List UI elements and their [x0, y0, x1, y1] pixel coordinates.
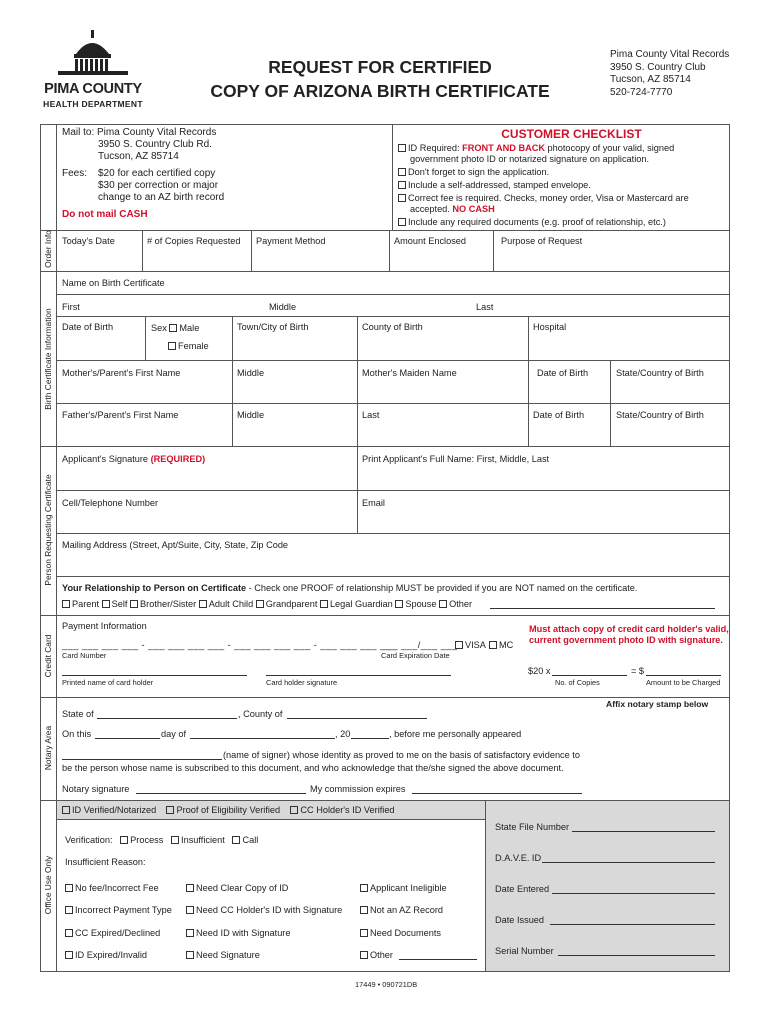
form-title-line2: COPY OF ARIZONA BIRTH CERTIFICATE — [210, 81, 550, 101]
checkbox[interactable] — [489, 641, 497, 649]
customer-checklist — [392, 124, 730, 230]
checkbox[interactable] — [186, 929, 194, 937]
print-name-field[interactable]: Print Applicant's Full Name: First, Middle, Last — [362, 454, 550, 464]
holder-signature-label: Card holder signature — [266, 678, 338, 687]
text: Include a self-addressed, stamped envelope. — [408, 180, 591, 190]
form-title-line1: REQUEST FOR CERTIFIED — [268, 57, 492, 77]
name-of-signer-input[interactable] — [62, 759, 222, 760]
checkbox[interactable] — [360, 929, 368, 937]
office-address — [610, 49, 729, 99]
name-of-signer-text: (name of signer) whose identity as proved to me on the basis of satisfactory evidence to — [223, 750, 580, 760]
state-of-input[interactable] — [97, 718, 237, 719]
be-person-text: be the person whose name is subscribed to this document, and who acknowledge that the/she signed the above document. — [62, 763, 564, 773]
must-attach-1: Must attach copy of credit card holder's valid, — [529, 624, 729, 634]
checklist-item — [398, 193, 730, 204]
checkbox[interactable] — [398, 218, 406, 226]
insufficient-option[interactable] — [171, 835, 225, 845]
relationship-options — [62, 599, 472, 610]
office-col3-item[interactable] — [360, 928, 441, 939]
checkbox[interactable] — [186, 884, 194, 892]
checkbox[interactable] — [360, 884, 368, 892]
phone-field[interactable]: Cell/Telephone Number — [62, 498, 159, 508]
printed-name-label: Printed name of card holder — [62, 678, 154, 687]
section-label-person: Person Requesting Certificate — [43, 474, 53, 586]
father-dob-field[interactable]: Date of Birth — [533, 410, 585, 420]
address-line: 520-724-7770 — [610, 86, 673, 98]
checkbox[interactable] — [398, 181, 406, 189]
checkbox[interactable] — [168, 342, 176, 350]
process-option[interactable] — [120, 835, 163, 845]
text: VISA — [465, 640, 486, 650]
text: photocopy of your valid, signed — [545, 143, 675, 153]
applicant-signature-field[interactable] — [62, 454, 205, 465]
checklist-item — [398, 180, 730, 191]
text: Not an AZ Record — [370, 905, 444, 915]
text: (REQUIRED) — [150, 454, 206, 464]
address-line: Tucson, AZ 85714 — [610, 74, 691, 85]
text: Process — [130, 835, 164, 845]
mother-first-field[interactable]: Mother's/Parent's First Name — [62, 368, 181, 378]
serial-number-label: Serial Number — [495, 946, 554, 956]
form-code: 17449 • 090721DB — [355, 980, 418, 989]
county-of-birth-field[interactable]: County of Birth — [362, 322, 423, 332]
text: Applicant Ineligible — [370, 883, 447, 893]
card-number-input[interactable]: ___ ___ ___ ___ - ___ ___ ___ ___ - ___ ___ ___ ___ - ___ ___ ___ ___ — [62, 640, 397, 650]
checkbox[interactable] — [360, 951, 368, 959]
cc-holder-id-option[interactable] — [290, 805, 394, 815]
address-line: 3950 S. Country Club — [610, 61, 706, 73]
office-col1-item[interactable] — [65, 928, 160, 939]
mother-state-field[interactable]: State/Country of Birth — [616, 368, 704, 378]
checkbox[interactable] — [65, 951, 73, 959]
checklist-item — [398, 217, 730, 228]
text: Insufficient — [181, 835, 225, 845]
text: NO CASH — [452, 204, 495, 214]
no-copies-label: No. of Copies — [555, 678, 600, 687]
relationship-adult-child[interactable] — [199, 599, 253, 609]
father-middle-field[interactable]: Middle — [237, 410, 265, 420]
call-option[interactable] — [232, 835, 258, 845]
text: Proof of Eligibility Verified — [176, 805, 281, 815]
checkbox[interactable] — [62, 600, 70, 608]
notary-signature-input[interactable] — [136, 793, 306, 794]
sex-female-option[interactable] — [168, 341, 209, 352]
first-name-field[interactable]: First — [62, 302, 80, 312]
county-of-input[interactable] — [287, 718, 427, 719]
text: Spouse — [405, 599, 437, 609]
copies-requested-field[interactable]: # of Copies Requested — [147, 236, 241, 246]
name-on-certificate-label: Name on Birth Certificate — [62, 278, 165, 288]
checkbox[interactable] — [65, 929, 73, 937]
checkbox[interactable] — [166, 806, 174, 814]
text: ID Required: — [408, 143, 463, 153]
checkbox[interactable] — [120, 836, 128, 844]
date-issued-label: Date Issued — [495, 915, 545, 925]
checkbox[interactable] — [395, 600, 403, 608]
capitol-dome-icon — [38, 28, 148, 76]
amount-enclosed-field[interactable]: Amount Enclosed — [394, 236, 467, 246]
text: Other — [370, 950, 393, 960]
text: Legal Guardian — [329, 599, 393, 609]
checkbox[interactable] — [102, 600, 110, 608]
card-expiration-input[interactable]: ___ ___/___ ___ — [381, 640, 458, 650]
relationship-grandparent[interactable] — [256, 599, 318, 609]
checkbox[interactable] — [360, 906, 368, 914]
card-number-label: Card Number — [62, 651, 107, 660]
text: No fee/Incorrect Fee — [75, 883, 159, 893]
relationship-self[interactable] — [102, 599, 128, 609]
date-of-birth-field[interactable]: Date of Birth — [62, 322, 114, 332]
pima-county-logo — [38, 28, 148, 109]
verification-row — [65, 835, 258, 846]
office-col1-item[interactable] — [65, 950, 147, 961]
text: - Check one PROOF of relationship MUST be provided if you are NOT named on the certificate. — [246, 583, 638, 593]
amount-charged-input[interactable] — [646, 675, 721, 676]
county-of-label: , County of — [238, 709, 283, 719]
office-col1-item[interactable] — [65, 905, 172, 916]
mailing-address-field[interactable]: Mailing Address (Street, Apt/Suite, City, State, Zip Code — [62, 540, 289, 550]
text: Grandparent — [265, 599, 318, 609]
checklist-item-cont: government photo ID or notarized signature on application. — [410, 154, 650, 164]
year-label: , 20 — [335, 729, 351, 739]
checklist-item — [398, 167, 730, 178]
copies-multiplier: $20 x — [528, 666, 551, 676]
office-col2-item[interactable] — [186, 928, 290, 939]
day-of-label: day of — [161, 729, 187, 739]
relationship-instructions — [62, 583, 637, 594]
text: MC — [499, 640, 514, 650]
sex-male-option[interactable] — [151, 323, 199, 334]
checklist-item-cont — [410, 204, 730, 215]
state-file-number-label: State File Number — [495, 822, 570, 832]
relationship-guardian[interactable] — [320, 599, 393, 609]
office-top-options — [62, 805, 395, 816]
father-first-field[interactable]: Father's/Parent's First Name — [62, 410, 179, 420]
mail-address-1: 3950 S. Country Club Rd. — [98, 139, 212, 150]
date-entered-input[interactable] — [552, 893, 715, 894]
checkbox[interactable] — [232, 836, 240, 844]
office-other-input[interactable] — [399, 959, 477, 960]
state-file-number-input[interactable] — [572, 831, 715, 832]
visa-option[interactable] — [455, 640, 486, 651]
text: Applicant's Signature — [62, 454, 151, 464]
equals-sign: = $ — [631, 666, 645, 676]
section-label-order: Order Info — [43, 230, 53, 268]
text: CC Holder's ID Verified — [300, 805, 395, 815]
date-entered-label: Date Entered — [495, 884, 550, 894]
checkbox[interactable] — [186, 951, 194, 959]
fee-1: $20 for each certified copy — [98, 168, 216, 179]
before-me-label: , before me personally appeared — [389, 729, 522, 739]
dave-id-input[interactable] — [542, 862, 715, 863]
id-verified-option[interactable] — [62, 805, 156, 815]
verification-label: Verification: — [65, 835, 113, 845]
text: Correct fee is required. Checks, money order, Visa or Mastercard are — [408, 193, 689, 203]
proof-eligibility-option[interactable] — [166, 805, 280, 815]
fees-label: Fees: — [62, 168, 88, 179]
mother-dob-field[interactable]: Date of Birth — [537, 368, 589, 378]
town-city-field[interactable]: Town/City of Birth — [237, 322, 309, 332]
office-col2-item[interactable] — [186, 905, 342, 916]
checkbox[interactable] — [455, 641, 463, 649]
text: Need Clear Copy of ID — [196, 883, 289, 893]
text: ID Expired/Invalid — [75, 950, 148, 960]
text: Need Documents — [370, 928, 441, 938]
relationship-parent[interactable] — [62, 599, 99, 609]
payment-info-label: Payment Information — [62, 621, 147, 631]
text: Need CC Holder's ID with Signature — [196, 905, 343, 915]
checkbox[interactable] — [171, 836, 179, 844]
state-of-label: State of — [62, 709, 94, 719]
text: accepted. — [410, 204, 453, 214]
text: FRONT AND BACK — [462, 143, 545, 153]
amount-charged-label: Amount to be Charged — [646, 678, 721, 687]
text: CC Expired/Declined — [75, 928, 161, 938]
text: Brother/Sister — [140, 599, 197, 609]
serial-number-input[interactable] — [558, 955, 715, 956]
relationship-other[interactable] — [439, 599, 472, 609]
notary-signature-label: Notary signature — [62, 784, 130, 794]
sex-label: Sex — [151, 323, 167, 333]
no-cash-warning: Do not mail CASH — [62, 209, 148, 220]
text: Call — [242, 835, 259, 845]
payment-method-field[interactable]: Payment Method — [256, 236, 326, 246]
relationship-spouse[interactable] — [395, 599, 436, 609]
father-state-field[interactable]: State/Country of Birth — [616, 410, 704, 420]
text: ID Verified/Notarized — [72, 805, 157, 815]
middle-name-field[interactable]: Middle — [269, 302, 297, 312]
relationship-sibling[interactable] — [130, 599, 196, 609]
text: Self — [111, 599, 128, 609]
text: Need ID with Signature — [196, 928, 291, 938]
fee-2: $30 per correction or major — [98, 180, 219, 191]
checkbox[interactable] — [256, 600, 264, 608]
text: Need Signature — [196, 950, 260, 960]
must-attach-2: current government photo ID with signature. — [529, 635, 723, 645]
section-label-notary: Notary Area — [43, 725, 53, 771]
text: Female — [178, 341, 209, 351]
month-input[interactable] — [190, 738, 335, 739]
checkbox[interactable] — [169, 324, 177, 332]
section-label-credit: Credit Card — [43, 634, 53, 678]
relationship-other-line[interactable] — [490, 608, 715, 609]
checkbox[interactable] — [398, 168, 406, 176]
office-col2-item[interactable] — [186, 883, 288, 894]
checklist-title: CUSTOMER CHECKLIST — [501, 127, 642, 141]
text: Parent — [72, 599, 100, 609]
todays-date-field[interactable]: Today's Date — [62, 236, 115, 246]
purpose-field[interactable]: Purpose of Request — [501, 236, 583, 246]
checkbox[interactable] — [290, 806, 298, 814]
text: Male — [179, 323, 200, 333]
text: Your Relationship to Person on Certificate — [62, 583, 247, 593]
logo-subtitle: HEALTH DEPARTMENT — [43, 99, 143, 109]
mail-to: Mail to: Pima County Vital Records — [62, 127, 217, 138]
year-input[interactable] — [351, 738, 389, 739]
father-last-field[interactable]: Last — [362, 410, 380, 420]
text: Adult Child — [208, 599, 254, 609]
address-line: Pima County Vital Records — [610, 49, 730, 60]
mother-middle-field[interactable]: Middle — [237, 368, 265, 378]
checkbox[interactable] — [439, 600, 447, 608]
email-field[interactable]: Email — [362, 498, 385, 508]
text: Incorrect Payment Type — [75, 905, 172, 915]
checkbox[interactable] — [398, 144, 406, 152]
commission-expires-label: My commission expires — [310, 784, 406, 794]
mc-option[interactable] — [489, 640, 513, 651]
text: Other — [449, 599, 473, 609]
office-col3-item[interactable] — [360, 905, 443, 916]
checkbox[interactable] — [65, 906, 73, 914]
dave-id-label: D.A.V.E. ID — [495, 853, 542, 863]
checkbox[interactable] — [398, 194, 406, 202]
last-name-field[interactable]: Last — [476, 302, 494, 312]
fee-3: change to an AZ birth record — [98, 192, 225, 203]
holder-signature-input[interactable] — [266, 675, 451, 676]
hospital-field[interactable]: Hospital — [533, 322, 567, 332]
expiration-label: Card Expiration Date — [381, 651, 450, 660]
date-issued-input[interactable] — [550, 924, 715, 925]
checkbox[interactable] — [186, 906, 194, 914]
section-label-birth: Birth Certificate Information — [43, 308, 53, 410]
mail-address-2: Tucson, AZ 85714 — [98, 151, 179, 162]
on-this-label: On this — [62, 729, 92, 739]
logo-name: PIMA COUNTY — [44, 81, 142, 97]
printed-name-input[interactable] — [62, 675, 247, 676]
insufficient-reason-label: Insufficient Reason: — [65, 857, 146, 867]
office-col3-item[interactable] — [360, 883, 447, 894]
checkbox[interactable] — [130, 600, 138, 608]
checkbox[interactable] — [62, 806, 70, 814]
no-copies-input[interactable] — [552, 675, 627, 676]
mother-maiden-field[interactable]: Mother's Maiden Name — [362, 368, 457, 378]
affix-stamp-label: Affix notary stamp below — [606, 699, 709, 709]
office-col3-item[interactable] — [360, 950, 393, 961]
text: Include any required documents (e.g. proof of relationship, etc.) — [408, 217, 666, 227]
checklist-item — [398, 143, 730, 154]
day-input[interactable] — [95, 738, 160, 739]
office-col2-item[interactable] — [186, 950, 260, 961]
section-label-office: Office Use Only — [43, 855, 53, 915]
checkbox[interactable] — [320, 600, 328, 608]
office-col1-item[interactable] — [65, 883, 159, 894]
checkbox[interactable] — [65, 884, 73, 892]
text: Don't forget to sign the application. — [408, 167, 550, 177]
checkbox[interactable] — [199, 600, 207, 608]
commission-expires-input[interactable] — [412, 793, 582, 794]
